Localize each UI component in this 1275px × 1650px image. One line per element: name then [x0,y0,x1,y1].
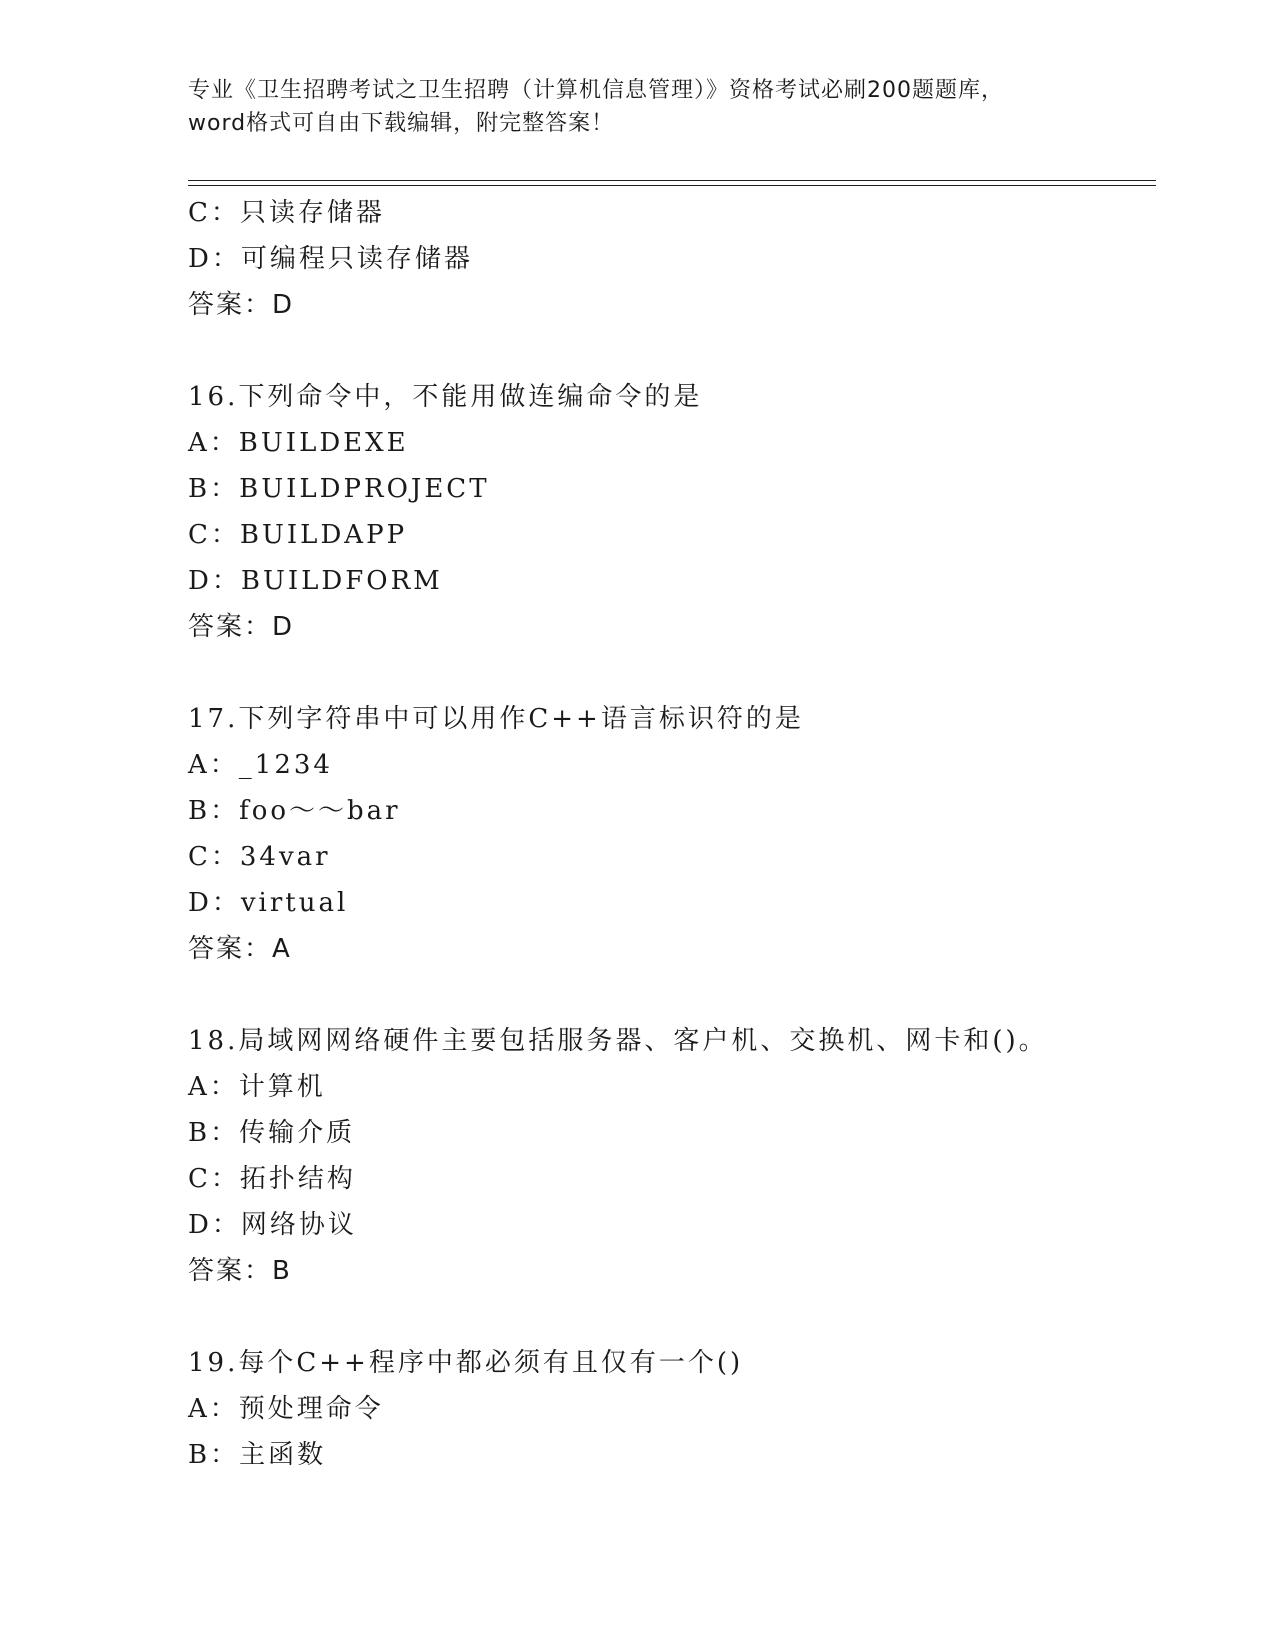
document-header [188,74,1088,140]
question-stem: 19.每个C++程序中都必须有且仅有一个() [188,1348,744,1378]
option-d: D：网络协议 [188,1210,357,1240]
answer-line: 答案：B [188,1256,292,1286]
option-b: B：传输介质 [188,1118,356,1148]
option-b: B：BUILDPROJECT [188,474,490,504]
question-block-19 [188,1340,1156,1478]
question-block-18 [188,1018,1156,1294]
option-a: A：计算机 [188,1072,326,1102]
option-c: C：拓扑结构 [188,1164,356,1194]
question-block-16 [188,374,1156,650]
spacer [188,328,1156,374]
option-d: D：可编程只读存储器 [188,244,473,274]
option-d: D：BUILDFORM [188,566,443,596]
answer-line: 答案：A [188,934,292,964]
answer-line: 答案：D [188,612,295,642]
option-b: B：foo～～bar [188,796,401,826]
question-list [188,190,1156,1478]
option-c: C：BUILDAPP [188,520,408,550]
option-a: A：_1234 [188,750,333,780]
header-line-1: 专业《卫生招聘考试之卫生招聘（计算机信息管理）》资格考试必刷200题题库， [188,78,1004,103]
option-a: A：预处理命令 [188,1394,384,1424]
option-c: C：34var [188,842,331,872]
spacer [188,972,1156,1018]
question-stem: 17.下列字符串中可以用作C++语言标识符的是 [188,704,804,734]
header-line-2: word格式可自由下载编辑，附完整答案！ [188,111,615,136]
answer-line: 答案：D [188,290,295,320]
header-divider [188,180,1156,186]
option-c: C：只读存储器 [188,198,385,228]
question-stem: 16.下列命令中，不能用做连编命令的是 [188,382,703,412]
option-d: D：virtual [188,888,349,918]
spacer [188,650,1156,696]
question-block-15 [188,190,1156,328]
spacer [188,1294,1156,1340]
question-stem: 18.局域网网络硬件主要包括服务器、客户机、交换机、网卡和()。 [188,1026,1048,1056]
option-a: A：BUILDEXE [188,428,409,458]
option-b: B：主函数 [188,1440,327,1470]
question-block-17 [188,696,1156,972]
